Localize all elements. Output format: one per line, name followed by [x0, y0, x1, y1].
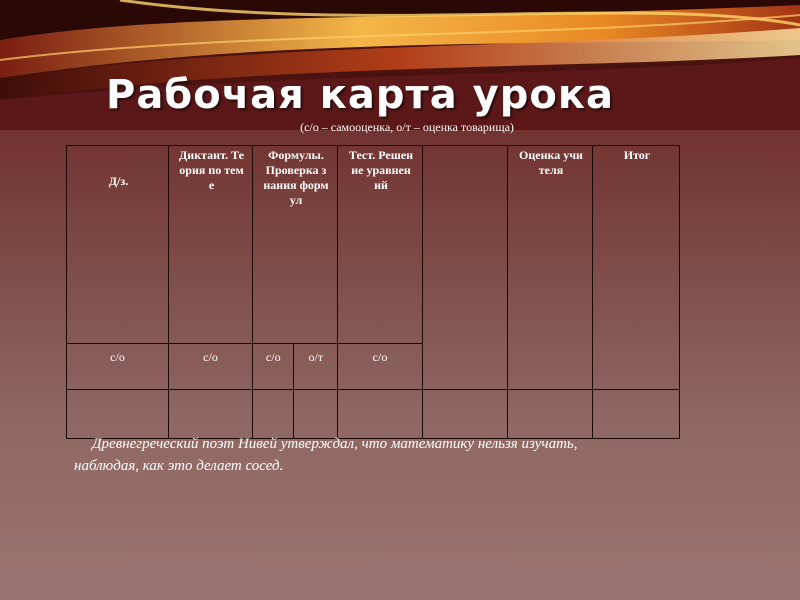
cell-peer-assessment: о/т: [294, 344, 338, 390]
table-cell: [67, 390, 169, 439]
table-cell: [338, 390, 423, 439]
cell-self-assessment: с/о: [67, 344, 169, 390]
quote-note: [74, 433, 634, 477]
header-formulas: Формулы. Проверка знания формул: [253, 146, 338, 344]
lesson-work-card-table: [66, 145, 680, 439]
cell-self-assessment: с/о: [338, 344, 423, 390]
header-teacher-grade: Оценка учителя: [508, 146, 593, 390]
table-cell: [169, 390, 253, 439]
table-cell: [253, 390, 294, 439]
table-cell: [423, 390, 508, 439]
quote-text: Древнегреческий поэт Нивей утверждал, что математику нельзя изучать, наблюдая, как это делает сосед.: [74, 436, 578, 474]
header-homework: Д/з.: [67, 146, 169, 344]
header-test: Тест. Решение уравнений: [338, 146, 423, 344]
header-dictation: Диктант. Теория по теме: [169, 146, 253, 344]
table-row-empty: [67, 390, 680, 439]
table-cell: [593, 390, 680, 439]
cell-self-assessment: с/о: [253, 344, 294, 390]
slide-subtitle: (с/о – самооценка, о/т – оценка товарища): [300, 120, 514, 134]
slide-title: Рабочая карта урока: [106, 72, 614, 118]
header-blank: [423, 146, 508, 390]
cell-self-assessment: с/о: [169, 344, 253, 390]
table-cell: [294, 390, 338, 439]
table-header-row: [67, 146, 680, 344]
header-total: Итог: [593, 146, 680, 390]
table-cell: [508, 390, 593, 439]
